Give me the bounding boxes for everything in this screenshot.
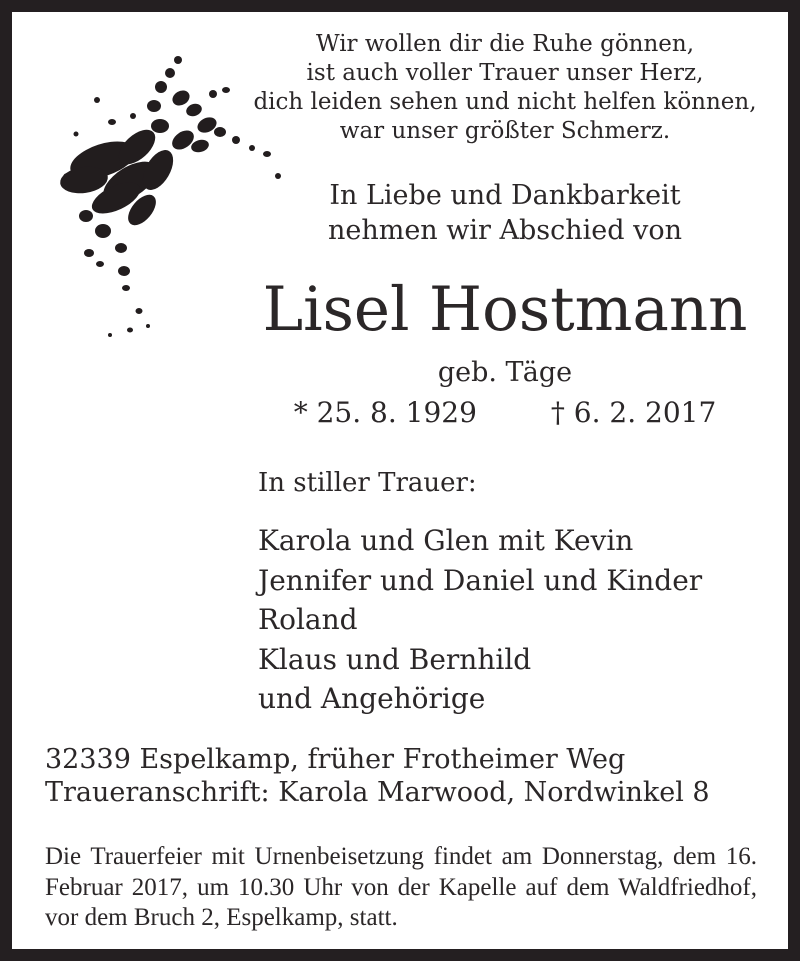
poem-line: dich leiden sehen und nicht helfen können, xyxy=(253,89,757,115)
mourning-section xyxy=(258,468,702,719)
address-line: 32339 Espelkamp, früher Frotheimer Weg xyxy=(45,744,626,775)
mourner-name: Roland xyxy=(258,603,358,636)
farewell-line: In Liebe und Dankbarkeit xyxy=(329,180,681,211)
mourners-list xyxy=(258,521,702,719)
address-block xyxy=(45,743,710,809)
poem xyxy=(245,30,765,146)
mourner-name: und Angehörige xyxy=(258,682,486,715)
mourner-name: Klaus und Bernhild xyxy=(258,642,532,676)
mourning-intro: In stiller Trauer: xyxy=(258,468,477,498)
mourner-name: Jennifer und Daniel und Kinder xyxy=(258,563,703,597)
maiden-name: geb. Täge xyxy=(437,357,573,388)
poem-line: Wir wollen dir die Ruhe gönnen, xyxy=(315,31,695,57)
mourner-name: Karola und Glen mit Kevin xyxy=(258,524,634,557)
funeral-details: Die Trauerfeier mit Urnenbeisetzung findet am Donnerstag, dem 16. Februar 2017, um 10.30 Uhr von der Kapelle auf dem Waldfriedhof, vor dem Bruch 2, Espelkamp, statt. xyxy=(45,843,757,931)
farewell-line: nehmen wir Abschied von xyxy=(327,215,683,246)
birth-date: * 25. 8. 1929 xyxy=(293,396,477,429)
farewell-text xyxy=(245,178,765,248)
poem-line: war unser größter Schmerz. xyxy=(339,118,671,144)
deceased-name: Lisel Hostmann xyxy=(262,274,748,345)
life-dates xyxy=(245,396,765,430)
address-line: Traueranschrift: Karola Marwood, Nordwinkel 8 xyxy=(45,777,710,808)
poem-line: ist auch voller Trauer unser Herz, xyxy=(306,60,704,86)
death-date: † 6. 2. 2017 xyxy=(550,396,717,429)
